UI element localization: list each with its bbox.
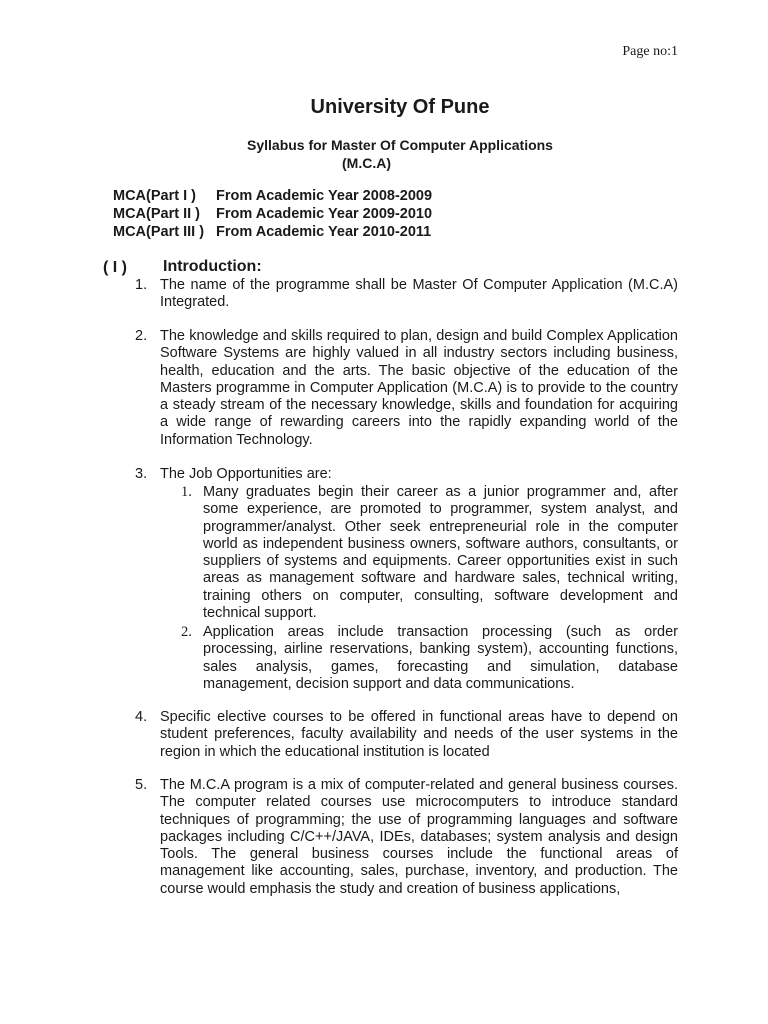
item-text: The name of the programme shall be Master Of Computer Application (M.C.A) Integrated. [160, 277, 678, 311]
list-item [135, 466, 678, 483]
part-row [113, 188, 433, 204]
part-label: MCA(Part III ) [113, 224, 205, 240]
item-text: The M.C.A program is a mix of computer-related and general business courses. The computer related courses use microcomputers to introduce standard techniques of programming; the use of programming languages and software packages including C/C++/JAVA, IDEs, databases; system analysis and design Tools. The general business courses include the functional areas of management like accounting, sales, purchase, inventory, and production. The course would emphasis the study and creation of business applications, [160, 777, 678, 897]
list-item [135, 277, 678, 312]
item-number: 1. [135, 277, 148, 293]
item-number: 4. [135, 709, 148, 725]
subitem-number: 1. [181, 484, 192, 500]
item-number: 3. [135, 466, 148, 482]
part-label: MCA(Part I ) [113, 188, 196, 204]
list-item [135, 709, 678, 761]
document-subtitle-abbr: (M.C.A) [342, 155, 391, 171]
document-title: University Of Pune [310, 96, 490, 118]
part-row [113, 206, 433, 222]
sub-list-item [181, 624, 678, 693]
item-number: 5. [135, 777, 148, 793]
part-year: From Academic Year 2008-2009 [216, 188, 433, 204]
section-number: ( I ) [103, 259, 127, 276]
item-text: Specific elective courses to be offered in functional areas have to depend on student preferences, faculty availability and needs of the user systems in the region in which the educational institution is located [160, 709, 678, 760]
subitem-text: Application areas include transaction processing (such as order processing, airline reservations, banking system), accounting functions, sales analysis, games, forecasting and simulation, database management, decision support and data communications. [203, 624, 678, 692]
item-text: The knowledge and skills required to plan, design and build Complex Application Software Systems are highly valued in all industry sectors including business, health, education and the arts. The basic objective of the education of the Masters programme in Computer Application (M.C.A) is to provide to the country a steady stream of the necessary knowledge, skills and foundation for acquiring a wide range of rewarding careers into the rapidly expanding world of the Information Technology. [160, 328, 678, 448]
list-item [135, 328, 678, 449]
subitem-number: 2. [181, 624, 192, 640]
document-subtitle: Syllabus for Master Of Computer Applications [247, 137, 553, 153]
sub-list-item [181, 484, 678, 622]
item-number: 2. [135, 328, 148, 344]
list-item [135, 777, 678, 898]
part-year: From Academic Year 2010-2011 [216, 224, 432, 240]
part-row [113, 224, 432, 240]
part-year: From Academic Year 2009-2010 [216, 206, 433, 222]
subitem-text: Many graduates begin their career as a junior programmer and, after some experience, are promoted to programmer, system analyst, and programmer/analyst. Other seek entrepreneurial role in the computer world as independent business owners, software authors, consultants, or suppliers of systems and equipments. Career opportunities exist in such areas as management software and hardware sales, technical writing, training others on computer, consulting, software development and technical support. [203, 484, 678, 622]
section-title: Introduction: [163, 258, 262, 275]
item-text: The Job Opportunities are: [160, 466, 332, 482]
page-number: Page no:1 [622, 44, 678, 59]
part-label: MCA(Part II ) [113, 206, 200, 222]
